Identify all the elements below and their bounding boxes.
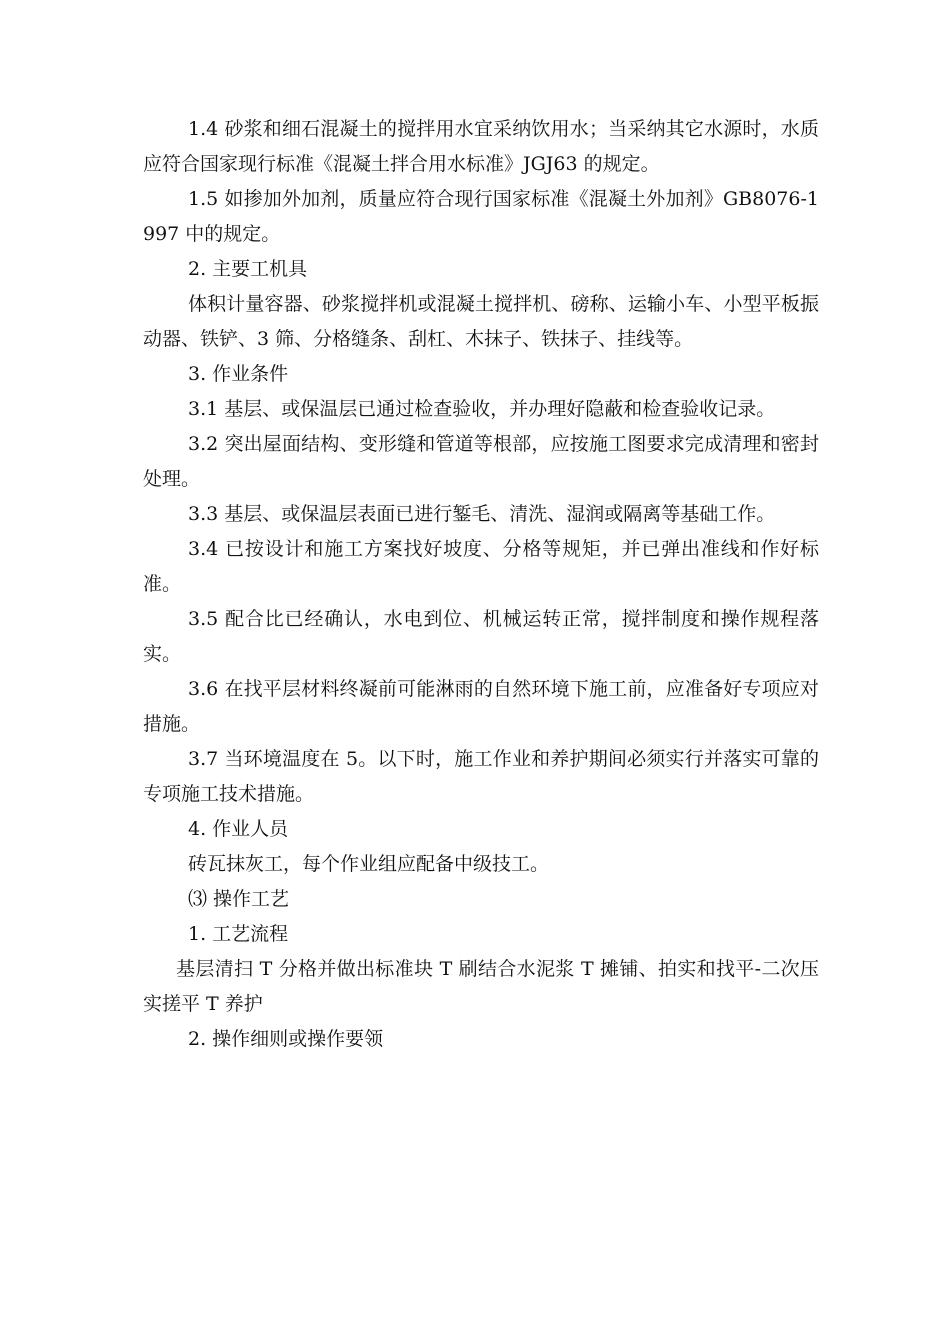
document-body	[143, 112, 819, 1057]
paragraph-workers: 砖瓦抹灰工，每个作业组应配备中级技工。	[188, 853, 550, 875]
paragraph-3-7: 3.7 当环境温度在 5。以下时，施工作业和养护期间必须实行并落实可靠的专项施工技术措施。	[143, 748, 819, 805]
paragraph-1-5-admixture: 1.5 如掺加外加剂，质量应符合现行国家标准《混凝土外加剂》GB8076-1997 中的规定。	[143, 188, 819, 245]
paragraph-process-flow: 基层清扫 T 分格并做出标准块 T 刷结合水泥浆 T 摊铺、拍实和找平-二次压实搓平 T 养护	[143, 958, 819, 1015]
heading-2-operation-details: 2. 操作细则或操作要领	[188, 1028, 384, 1050]
heading-1-process-flow: 1. 工艺流程	[188, 923, 289, 945]
heading-3-work-conditions: 3. 作业条件	[188, 363, 289, 385]
paragraph-3-5: 3.5 配合比已经确认，水电到位、机械运转正常，搅拌制度和操作规程落实。	[143, 608, 819, 665]
paragraph-1-4-mixing-water: 1.4 砂浆和细石混凝土的搅拌用水宜采纳饮用水；当采纳其它水源时，水质应符合国家现行标准《混凝土拌合用水标准》JGJ63 的规定。	[143, 118, 819, 175]
paragraph-3-2: 3.2 突出屋面结构、变形缝和管道等根部，应按施工图要求完成清理和密封处理。	[143, 433, 819, 490]
paragraph-3-4: 3.4 已按设计和施工方案找好坡度、分格等规矩，并已弹出准线和作好标准。	[143, 538, 819, 595]
paragraph-3-1: 3.1 基层、或保温层已通过检查验收，并办理好隐蔽和检查验收记录。	[188, 398, 776, 420]
heading-operation-process: ⑶ 操作工艺	[188, 888, 290, 910]
heading-2-main-tools: 2. 主要工机具	[188, 258, 308, 280]
paragraph-3-6: 3.6 在找平层材料终凝前可能淋雨的自然环境下施工前，应准备好专项应对措施。	[143, 678, 819, 735]
paragraph-tools-list: 体积计量容器、砂浆搅拌机或混凝土搅拌机、磅称、运输小车、小型平板振动器、铁铲、3 筛、分格缝条、刮杠、木抹子、铁抹子、挂线等。	[143, 293, 819, 350]
heading-4-workers: 4. 作业人员	[188, 818, 289, 840]
paragraph-3-3: 3.3 基层、或保温层表面已进行錾毛、清洗、湿润或隔离等基础工作。	[188, 503, 776, 525]
